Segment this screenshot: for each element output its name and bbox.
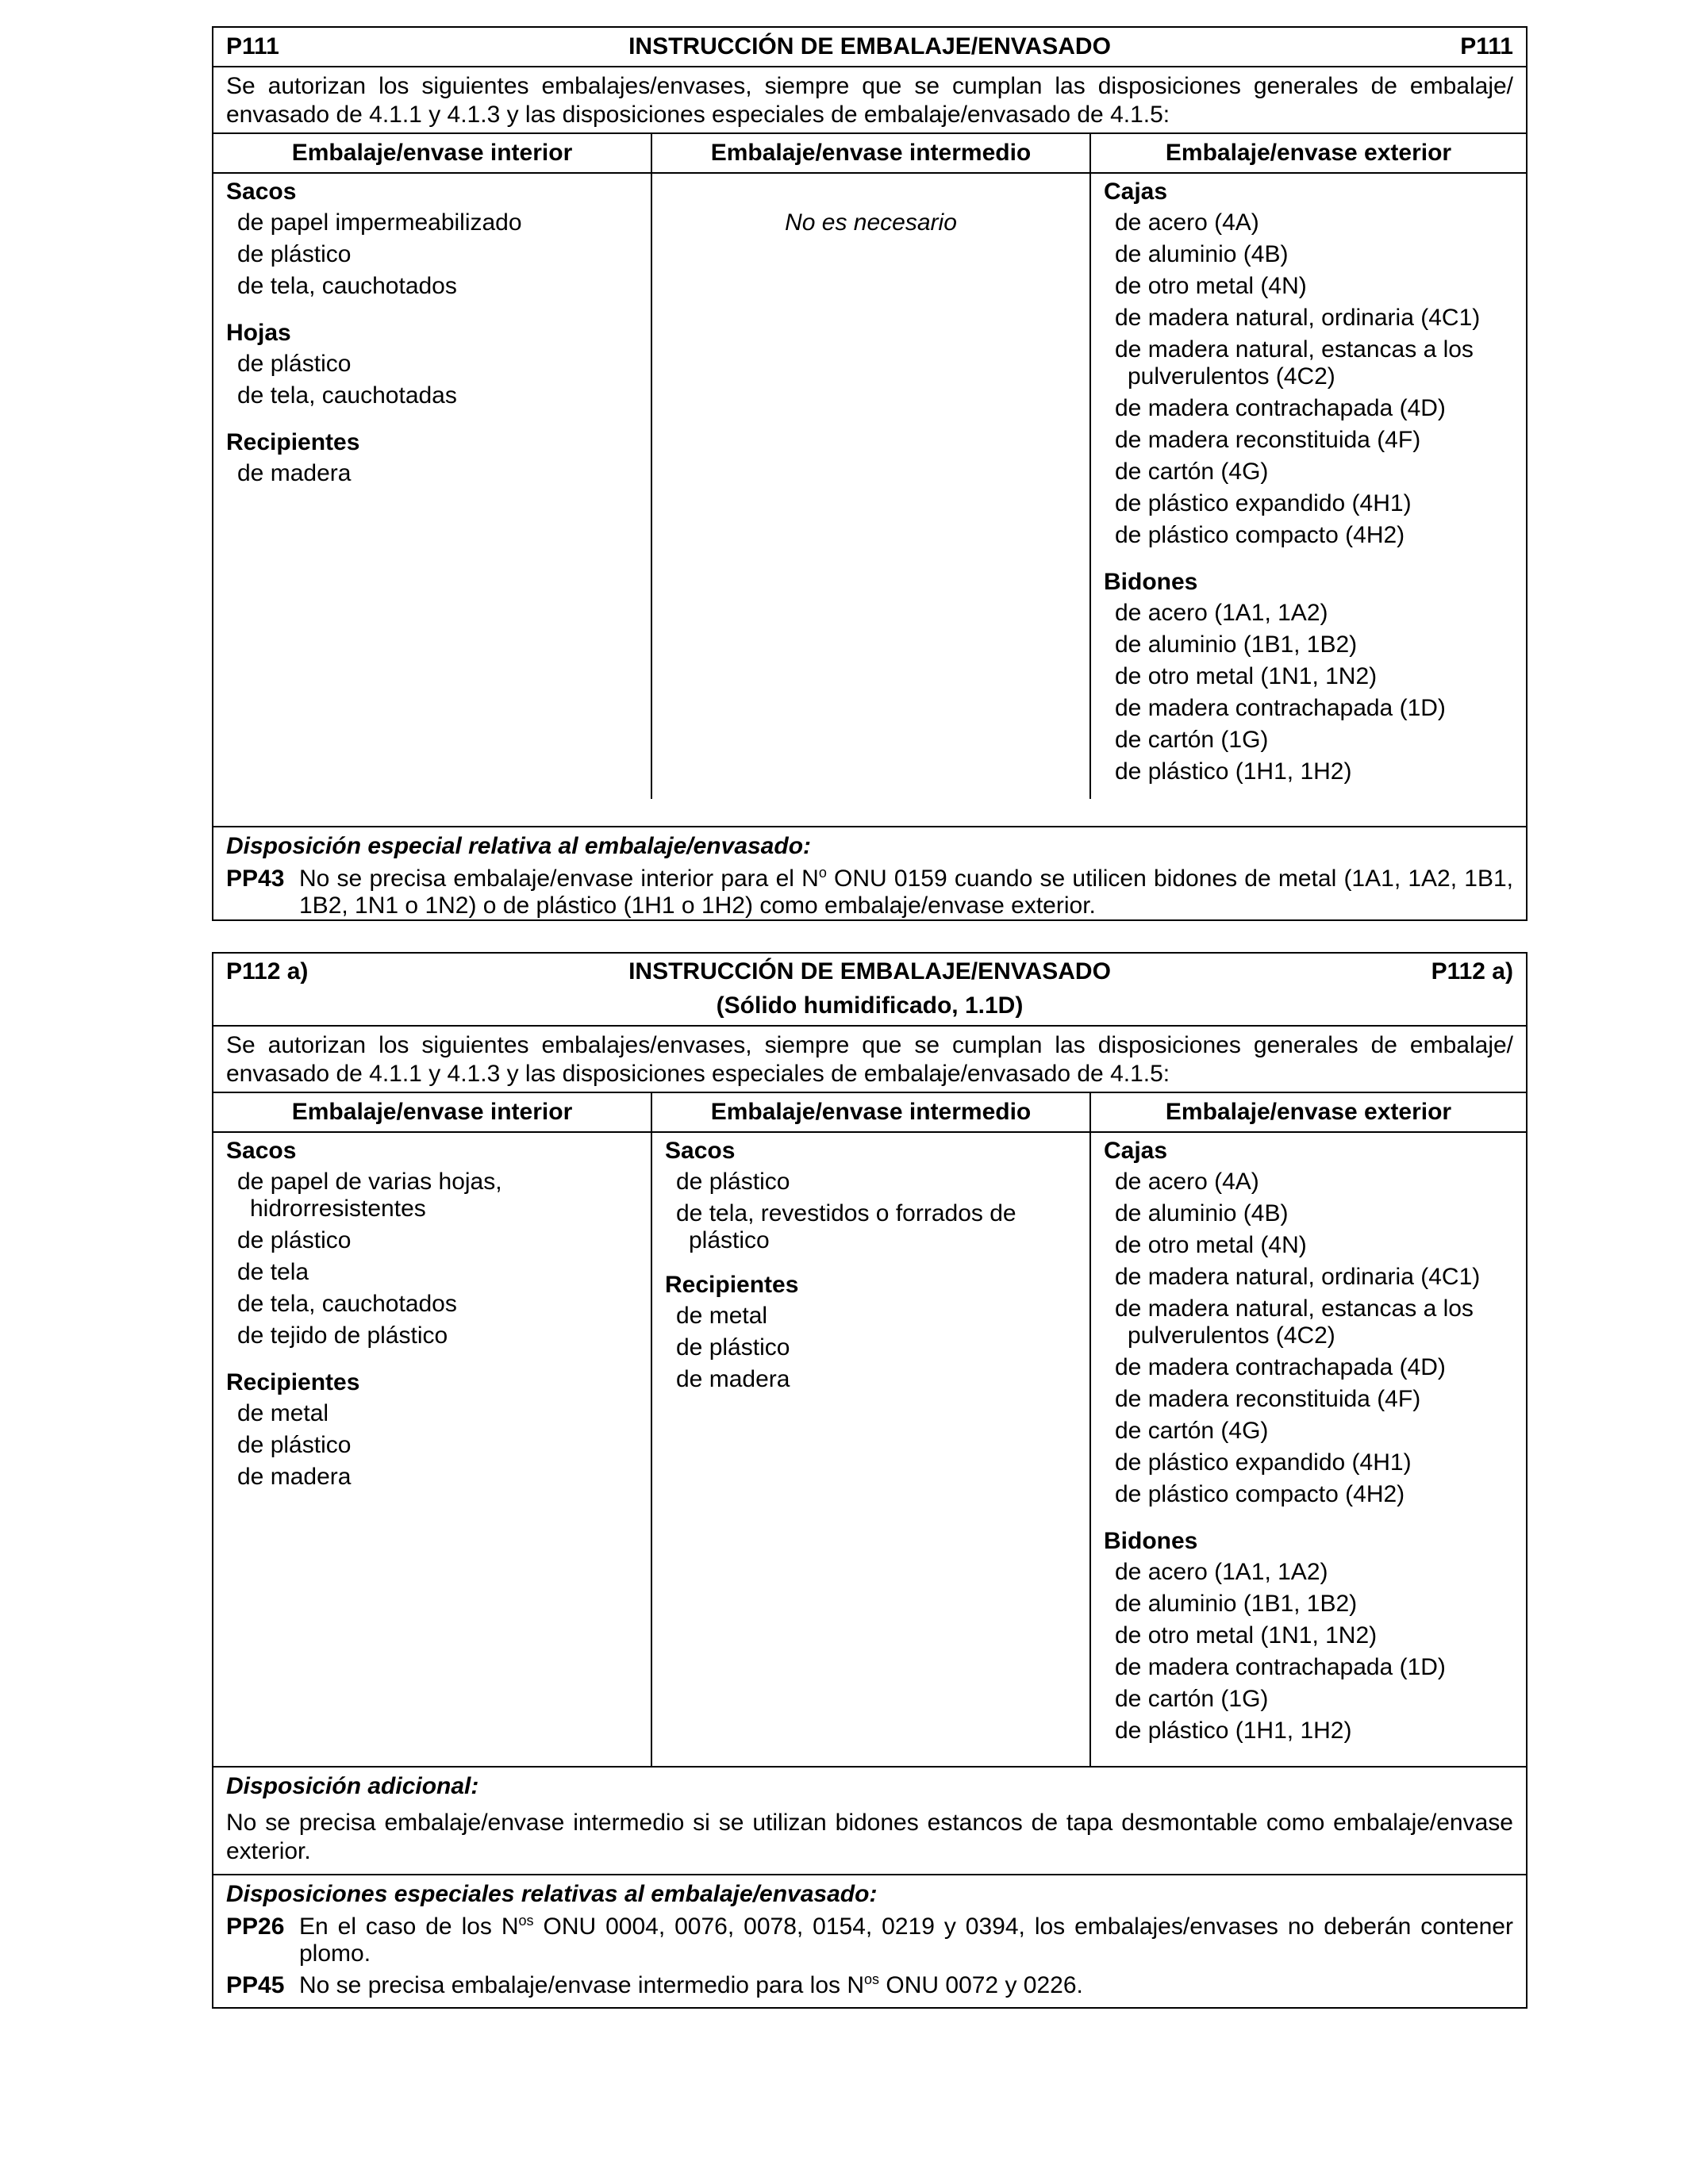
pp45-code: PP45 (226, 1972, 285, 1998)
list-item: de plástico (237, 1432, 352, 1458)
list-item: de madera contrachapada (4D) (1115, 395, 1446, 421)
p112a-outer-header: Embalaje/envase exterior (1165, 1099, 1452, 1125)
list-item: de tela, cauchotadas (237, 382, 457, 409)
list-item: de plástico (237, 351, 352, 377)
p112a-additional-provision (213, 1766, 1526, 1874)
p111-intro: Se autorizan los siguientes embalajes/envases, siempre que se cumplan las disposiciones generales de embalaje/ envasado de 4.1.1 y 4.1.3 y las disposiciones especiales de embalaje/envasado de 4.1.5: (213, 66, 1526, 132)
list-item: de madera (237, 460, 352, 486)
list-item: de madera natural, estancas a los pulverulentos (4C2) (1115, 1295, 1474, 1349)
pp43-code: PP43 (226, 866, 285, 892)
list-item: de tela, cauchotados (237, 1291, 457, 1317)
p112a-outer-column (1091, 1093, 1526, 1768)
list-item: de cartón (4G) (1115, 459, 1269, 485)
p111-outer-cajas-heading: Cajas (1104, 178, 1168, 205)
packing-instruction-p112a (212, 952, 1528, 2009)
pp45-sup: os (864, 1971, 880, 1987)
p112a-columns (213, 1092, 1526, 1768)
list-item: de papel de varias hojas, hidrorresistentes (237, 1169, 502, 1222)
p112a-inner-header: Embalaje/envase interior (291, 1099, 573, 1125)
list-item: de aluminio (4B) (1115, 1200, 1289, 1226)
pp26-text (299, 1913, 1513, 1967)
p111-special-title: Disposición especial relativa al embalaje/envasado: (226, 833, 812, 859)
list-item: de plástico compacto (4H2) (1115, 1481, 1405, 1507)
pp43-text-b: ONU 0159 cuando se utilicen bidones de metal (1A1, 1A2, 1B1, 1B2, 1N1 o 1N2) o de plástico (1H1 o 1H2) como embalaje/envase exterior. (299, 866, 1513, 919)
pp45-text (299, 1972, 1513, 1999)
p111-intermediate-column (652, 134, 1091, 799)
p112a-additional-text: No se precisa embalaje/envase intermedio si se utilizan bidones estancos de tapa desmontable como embalaje/envase exterior. (226, 1810, 1513, 1864)
pp26-text-a: En el caso de los N (299, 1913, 519, 1940)
p111-inner-hojas-heading: Hojas (226, 320, 291, 346)
p111-title-row (213, 28, 1526, 66)
p111-title: INSTRUCCIÓN DE EMBALAJE/ENVASADO (628, 33, 1111, 59)
list-item: de plástico compacto (4H2) (1115, 522, 1405, 548)
pp45-text-b: ONU 0072 y 0226. (879, 1972, 1083, 1998)
list-item: de aluminio (1B1, 1B2) (1115, 1591, 1358, 1617)
p112a-intermediate-recipientes-heading: Recipientes (665, 1272, 799, 1298)
p112a-intro: Se autorizan los siguientes embalajes/envases, siempre que se cumplan las disposiciones generales de embalaje/ envasado de 4.1.1 y 4.1.3 y las disposiciones especiales de embalaje/envasado de 4.1.5: (213, 1025, 1526, 1092)
list-item: de plástico expandido (4H1) (1115, 1449, 1412, 1476)
list-item: de tejido de plástico (237, 1322, 448, 1349)
list-item: de otro metal (1N1, 1N2) (1115, 1622, 1378, 1649)
list-item: de madera reconstituida (4F) (1115, 1386, 1421, 1412)
pp43-sup: o (818, 865, 827, 881)
pp26-sup: os (518, 1913, 534, 1929)
list-item: de madera natural, ordinaria (4C1) (1115, 305, 1481, 331)
list-item: de tela, cauchotados (237, 273, 457, 299)
p112a-outer-cajas-heading: Cajas (1104, 1138, 1168, 1164)
list-item: de plástico (676, 1334, 790, 1361)
list-item: de madera (237, 1464, 352, 1490)
list-item: de madera (676, 1366, 790, 1392)
list-item: de madera contrachapada (1D) (1115, 1654, 1446, 1680)
p111-code-right: P111 (1460, 33, 1513, 59)
list-item: de plástico (1H1, 1H2) (1115, 758, 1352, 785)
p112a-special-title: Disposiciones especiales relativas al embalaje/envasado: (226, 1881, 878, 1907)
pp26-code: PP26 (226, 1913, 285, 1940)
list-item: de aluminio (4B) (1115, 241, 1289, 267)
pp43-text-a: No se precisa embalaje/envase interior para el N (299, 866, 819, 892)
list-item: de papel impermeabilizado (237, 209, 522, 236)
p111-inner-column (213, 134, 652, 799)
list-item: de plástico (1H1, 1H2) (1115, 1718, 1352, 1744)
p111-inner-header: Embalaje/envase interior (291, 140, 573, 166)
p112a-intermediate-sacos-heading: Sacos (665, 1138, 736, 1164)
list-item: de cartón (1G) (1115, 727, 1269, 753)
list-item: de madera reconstituida (4F) (1115, 427, 1421, 453)
p111-columns (213, 132, 1526, 799)
list-item: de otro metal (4N) (1115, 1232, 1307, 1258)
list-item: de madera contrachapada (4D) (1115, 1354, 1446, 1380)
list-item: de madera natural, ordinaria (4C1) (1115, 1264, 1481, 1290)
p112a-intermediate-column (652, 1093, 1091, 1768)
list-item: de tela, revestidos o forrados de plástico (676, 1200, 1016, 1253)
p112a-code-left: P112 a) (226, 958, 309, 985)
list-item: de otro metal (1N1, 1N2) (1115, 663, 1378, 689)
list-item: de acero (4A) (1115, 209, 1259, 236)
p111-special-provisions (213, 826, 1526, 919)
list-item: de madera natural, estancas a los pulverulentos (4C2) (1115, 336, 1474, 390)
pp45-text-a: No se precisa embalaje/envase intermedio para los N (299, 1972, 865, 1998)
p112a-additional-title: Disposición adicional: (226, 1773, 479, 1799)
packing-instruction-p111 (212, 26, 1528, 921)
list-item: de otro metal (4N) (1115, 273, 1307, 299)
list-item: de metal (237, 1400, 329, 1426)
p112a-inner-column (213, 1093, 652, 1768)
p112a-title-row (213, 954, 1526, 1025)
pp26-text-b: ONU 0004, 0076, 0078, 0154, 0219 y 0394, los embalajes/envases no deberán contener plomo. (299, 1913, 1513, 1967)
list-item: de plástico expandido (4H1) (1115, 490, 1412, 516)
pp43-provision (213, 866, 1526, 919)
p112a-inner-sacos-heading: Sacos (226, 1138, 297, 1164)
p111-code-left: P111 (226, 33, 279, 59)
p112a-code-right: P112 a) (1431, 958, 1513, 985)
p111-inner-sacos-heading: Sacos (226, 178, 297, 205)
list-item: de cartón (4G) (1115, 1418, 1269, 1444)
pp43-text (299, 866, 1513, 919)
p111-inner-recipientes-heading: Recipientes (226, 429, 360, 455)
list-item: de plástico (237, 1227, 352, 1253)
p112a-intermediate-header: Embalaje/envase intermedio (710, 1099, 1032, 1125)
p112a-subtitle: (Sólido humidificado, 1.1D) (716, 992, 1024, 1019)
p112a-title: INSTRUCCIÓN DE EMBALAJE/ENVASADO (628, 958, 1111, 985)
p111-outer-header: Embalaje/envase exterior (1165, 140, 1452, 166)
pp26-provision (213, 1913, 1526, 1967)
p112a-inner-recipientes-heading: Recipientes (226, 1369, 360, 1395)
p112a-special-provisions (213, 1874, 1526, 2007)
list-item: de acero (4A) (1115, 1169, 1259, 1195)
p112a-outer-bidones-heading: Bidones (1104, 1528, 1198, 1554)
list-item: de acero (1A1, 1A2) (1115, 600, 1328, 626)
p111-intermediate-note: No es necesario (785, 209, 957, 236)
p111-outer-bidones-heading: Bidones (1104, 569, 1198, 595)
list-item: de aluminio (1B1, 1B2) (1115, 631, 1358, 658)
list-item: de plástico (676, 1169, 790, 1195)
list-item: de metal (676, 1303, 768, 1329)
p111-outer-column (1091, 134, 1526, 799)
list-item: de cartón (1G) (1115, 1686, 1269, 1712)
list-item: de tela (237, 1259, 309, 1285)
list-item: de acero (1A1, 1A2) (1115, 1559, 1328, 1585)
p111-intermediate-header: Embalaje/envase intermedio (710, 140, 1032, 166)
list-item: de madera contrachapada (1D) (1115, 695, 1446, 721)
pp45-provision (213, 1972, 1526, 1999)
list-item: de plástico (237, 241, 352, 267)
